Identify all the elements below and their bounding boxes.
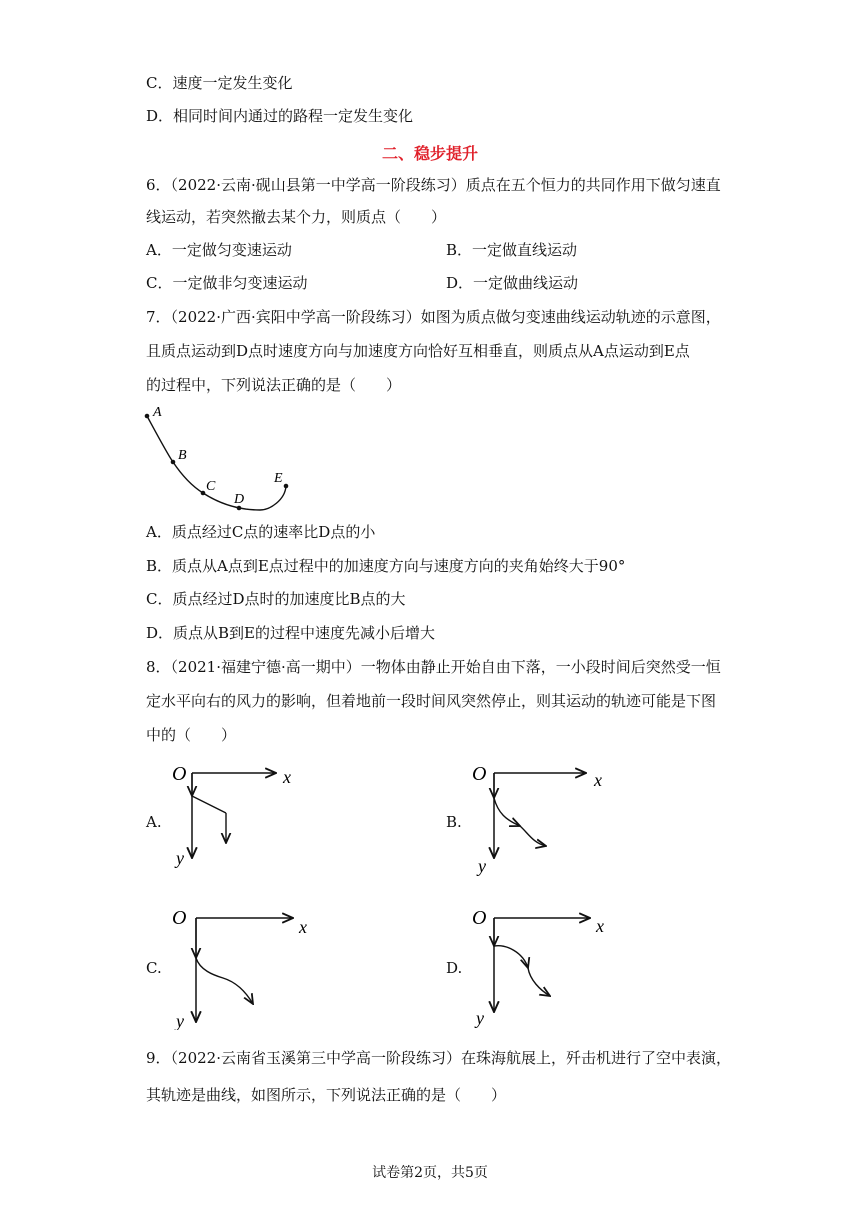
y-axis-label: y: [176, 1011, 184, 1030]
origin-label: O: [472, 763, 487, 785]
q8-stem-line1: 8．（2021·福建宁德·高一期中）一物体由静止开始自由下落，一小段时间后突然受一恒: [146, 658, 721, 676]
label-c: C: [206, 479, 216, 494]
point-a: [145, 414, 150, 419]
q5-option-d: D．相同时间内通过的路程一定发生变化: [146, 107, 414, 125]
q8-figure-b: [468, 758, 613, 880]
x-axis-label: x: [596, 916, 604, 936]
q6-stem-line2: 线运动，若突然撤去某个力，则质点（ ）: [146, 208, 447, 226]
y-axis-label: y: [176, 848, 184, 868]
q6-option-b: B．一定做直线运动: [446, 241, 578, 259]
point-b: [171, 460, 176, 465]
q8-stem-line3: 中的（ ）: [146, 726, 237, 744]
q8-stem-line2: 定水平向右的风力的影响，但着地前一段时间风突然停止，则其运动的轨迹可能是下图: [146, 692, 717, 710]
q8-figure-c: [168, 900, 318, 1030]
q8-option-d: D.: [446, 959, 463, 977]
y-axis-label: y: [476, 1008, 484, 1028]
q6-stem-line1: 6．（2022·云南·砚山县第一中学高一阶段练习）质点在五个恒力的共同作用下做匀速直: [146, 176, 721, 194]
q7-option-a: A．质点经过C点的速率比D点的小: [146, 523, 376, 541]
q7-option-d: D．质点从B到E的过程中速度先减小后增大: [146, 624, 436, 642]
origin-label: O: [172, 763, 187, 785]
point-e: [284, 484, 289, 489]
q9-stem-line2: 其轨迹是曲线，如图所示，下列说法正确的是（ ）: [146, 1086, 507, 1104]
q7-stem-line2: 且质点运动到D点时速度方向与加速度方向恰好互相垂直，则质点从A点运动到E点: [146, 342, 690, 360]
q6-option-a: A．一定做匀变速运动: [146, 241, 292, 259]
origin-label: O: [472, 907, 487, 929]
page-footer: 试卷第2页，共5页: [372, 1165, 488, 1181]
q7-trajectory-figure: [140, 400, 310, 515]
label-a: A: [153, 405, 162, 420]
q7-option-b: B．质点从A点到E点过程中的加速度方向与速度方向的夹角始终大于90°: [146, 557, 626, 575]
label-e: E: [274, 471, 283, 486]
label-b: B: [178, 448, 187, 463]
q7-option-c: C．质点经过D点时的加速度比B点的大: [146, 590, 406, 608]
x-axis-label: x: [594, 770, 602, 790]
q8-option-a: A.: [146, 813, 162, 831]
origin-label: O: [172, 907, 187, 929]
y-axis-label: y: [478, 856, 486, 876]
section-title: 二、稳步提升: [381, 144, 478, 163]
label-d: D: [234, 492, 245, 507]
q7-stem-line1: 7．（2022·广西·宾阳中学高一阶段练习）如图为质点做匀变速曲线运动轨迹的示意图，: [146, 308, 721, 326]
q9-stem-line1: 9．（2022·云南省玉溪第三中学高一阶段练习）在珠海航展上，歼击机进行了空中表演，: [146, 1049, 731, 1067]
q8-option-b: B.: [446, 813, 462, 831]
q6-option-c: C．一定做非匀变速运动: [146, 274, 308, 292]
q8-figure-a: [168, 758, 303, 870]
q8-figure-d: [468, 900, 618, 1030]
x-axis-label: x: [299, 917, 307, 937]
q8-option-c: C.: [146, 959, 162, 977]
q5-option-c: C．速度一定发生变化: [146, 74, 293, 92]
q7-stem-line3: 的过程中，下列说法正确的是（ ）: [146, 376, 402, 394]
point-c: [201, 491, 206, 496]
x-axis-label: x: [283, 767, 291, 787]
q6-option-d: D．一定做曲线运动: [446, 274, 579, 292]
